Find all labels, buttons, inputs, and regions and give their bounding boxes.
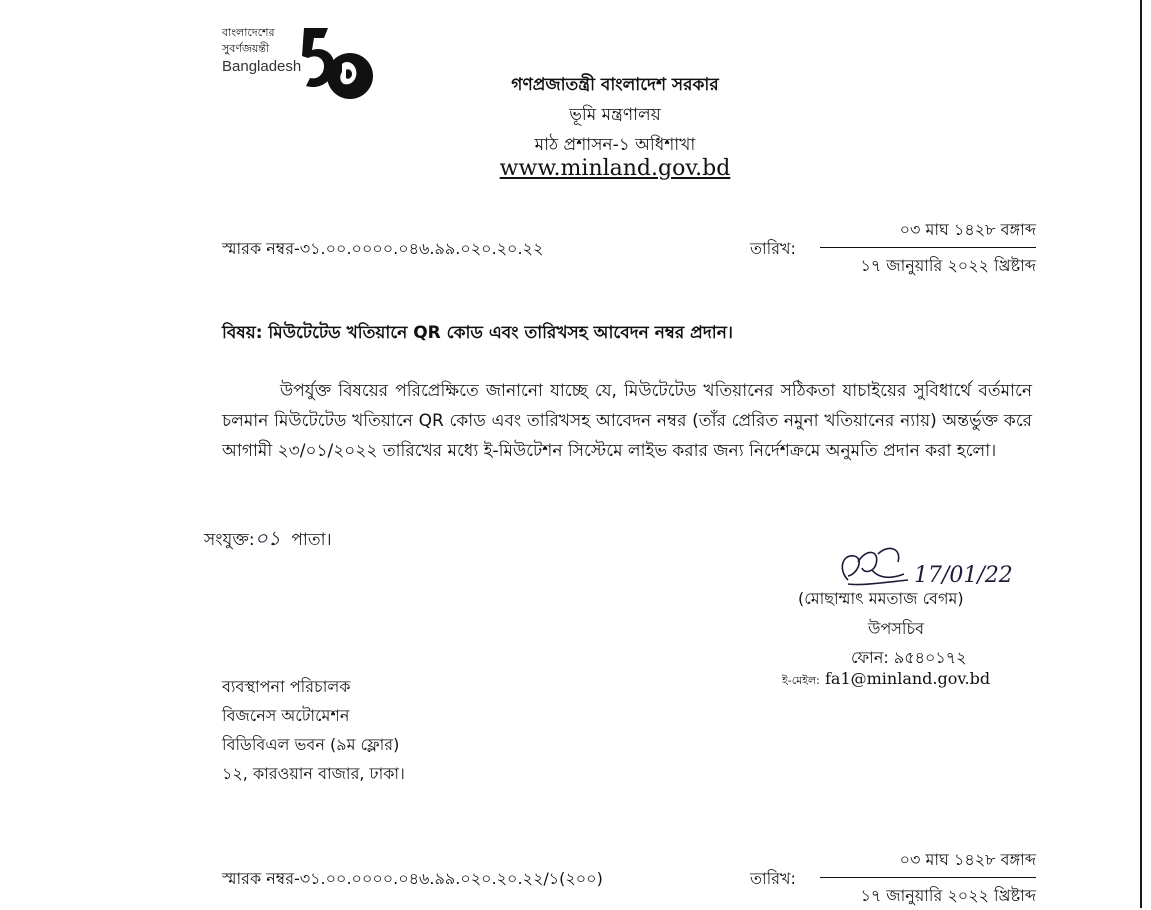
ministry-name: ভূমি মন্ত্রণালয় <box>569 105 661 125</box>
date-block-copy <box>820 847 1036 910</box>
signatory-designation: উপসচিব <box>868 619 925 638</box>
government-title: গণপ্রজাতন্ত্রী বাংলাদেশ সরকার <box>511 75 719 95</box>
logo-text-bangladesh: Bangladesh <box>222 58 302 75</box>
division-name: মাঠ প্রশাসন-১ অধিশাখা <box>534 135 696 155</box>
fifty-emblem-icon <box>284 20 374 106</box>
golden-jubilee-logo <box>222 18 372 108</box>
memo-number-copy: স্মারক নম্বর-৩১.০০.০০০০.০৪৬.৯৯.০২০.২০.২২/১(২০০) <box>222 869 603 888</box>
recipient-building: বিডিবিএল ভবন (৯ম ফ্লোর) <box>222 735 400 754</box>
date-label: তারিখ: <box>750 239 796 258</box>
memo-number: স্মারক নম্বর-৩১.০০.০০০০.০৪৬.৯৯.০২০.২০.২২ <box>222 239 544 258</box>
date-block <box>820 217 1036 280</box>
recipient-title: ব্যবস্থাপনা পরিচালক <box>222 677 351 696</box>
signatory-name: (মোছাম্মাৎ মমতাজ বেগম) <box>798 589 964 608</box>
signatory-email-line <box>782 669 990 691</box>
enclosure-count: ০১ <box>254 526 281 550</box>
body-paragraph <box>222 376 1032 466</box>
date-english-copy: ১৭ জানুয়ারি ২০২২ খ্রিষ্টাব্দ <box>860 886 1036 905</box>
enclosure-label: সংযুক্ত: <box>204 530 255 550</box>
logo-text-line1: বাংলাদেশের <box>222 26 275 39</box>
signatory-phone: ফোন: ৯৫৪০১৭২ <box>851 648 967 667</box>
date-english: ১৭ জানুয়ারি ২০২২ খ্রিষ্টাব্দ <box>860 256 1036 275</box>
body-text: উপর্যুক্ত বিষয়ের পরিপ্রেক্ষিতে জানানো যাচ্ছে যে, মিউটেটেড খতিয়ানের সঠিকতা যাচাইয়ের সুবিধার্থে বর্তমানে চলমান মিউটেটেড খতিয়ানে QR কোড এবং তারিখসহ আবেদন নম্বর (তাঁর প্রেরিত নমুনা খতিয়ানের ন্যায়) অন্তর্ভুক্ত করে আগামী ২৩/০১/২০২২ তারিখের মধ্যে ই-মিউটেশন সিস্টেমে লাইভ করার জন্য নির্দেশক্রমে অনুমতি প্রদান করা হলো। <box>222 381 1032 461</box>
subject-line: বিষয়: মিউটেটেড খতিয়ানে QR কোড এবং তারিখসহ আবেদন নম্বর প্রদান। <box>222 323 733 343</box>
website-link[interactable]: www.minland.gov.bd <box>499 156 731 181</box>
signature-date: 17/01/22 <box>914 563 1013 588</box>
email-address[interactable]: fa1@minland.gov.bd <box>824 669 991 688</box>
recipient-address: ১২, কারওয়ান বাজার, ঢাকা। <box>222 764 405 783</box>
enclosure-unit: পাতা। <box>291 530 332 550</box>
enclosure-line <box>204 524 332 557</box>
page-edge-line <box>1140 0 1142 908</box>
logo-text-line2: সুবর্ণজয়ন্তী <box>222 42 270 55</box>
recipient-department: বিজনেস অটোমেশন <box>222 706 350 725</box>
date-label-copy: তারিখ: <box>750 869 796 888</box>
date-bangla: ০৩ মাঘ ১৪২৮ বঙ্গাব্দ <box>820 217 1036 248</box>
email-label: ই-মেইল: <box>782 674 820 687</box>
date-bangla-copy: ০৩ মাঘ ১৪২৮ বঙ্গাব্দ <box>820 847 1036 878</box>
